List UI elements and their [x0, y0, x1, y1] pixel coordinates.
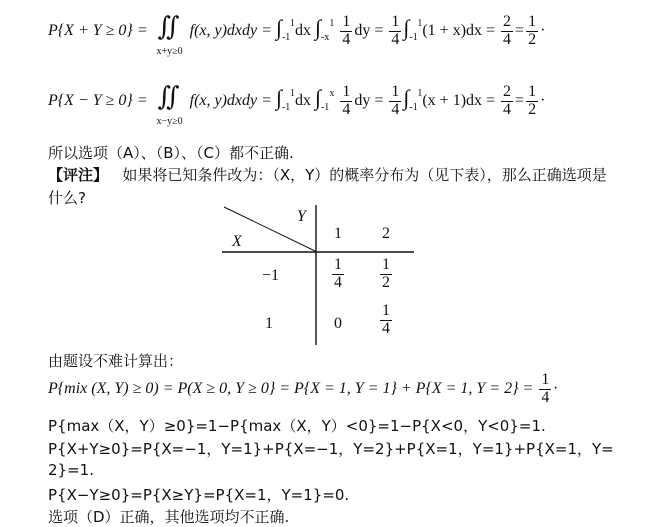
- sum-line-1: P{X+Y≥0}=P{X=−1，Y=1}+P{X=−1，Y=2}+P{X=1，Y=1}+P{X=1，Y=: [48, 440, 614, 458]
- formula-2: P{X − Y ≥ 0} = ∬ x−y≥0 f(x, y)dxdy = $\int_{-1}^1dx$ $\int_{-1}^x$ $\frac{1}{4}$ dy = $\frac{1}{4}$ $\int_{-1}^1(x + 1)dx$ = $\frac{2}{4}$ = $\frac{1}{2}$ ·: [48, 82, 546, 127]
- cell-fraction: $\frac{1}{4}$: [382, 302, 390, 337]
- probability-table: [222, 205, 418, 345]
- formula-3: [48, 372, 557, 407]
- int-upper: 1: [289, 18, 295, 29]
- fraction: $\frac{1}{4}$: [391, 83, 400, 118]
- int-upper: 1: [417, 18, 423, 29]
- formula-1-integrand: f(x, y)dxdy =: [189, 22, 272, 39]
- int-lower: -1: [281, 102, 290, 113]
- dx-label: dx: [294, 22, 311, 39]
- sum-line-2: 2}=1.: [48, 461, 94, 479]
- int-lower: -1: [409, 102, 418, 113]
- conclusion-line: 所以选项（A）、（B）、（C）都不正确.: [48, 144, 294, 162]
- final-line: 选项（D）正确，其他选项均不正确.: [48, 508, 290, 526]
- int-lower: -1: [409, 32, 418, 43]
- note-label: 【评注】: [48, 166, 109, 184]
- integrand-body: (x + 1)dx =: [422, 92, 496, 109]
- int-upper: 1: [329, 18, 335, 29]
- row-label-1: −1: [262, 267, 280, 284]
- table-corner-y: Y: [297, 208, 306, 225]
- integrand-body: (1 + x)dx =: [422, 22, 496, 39]
- col-header-2: 2: [382, 225, 390, 242]
- integral-region: x+y≥0: [156, 46, 183, 57]
- fraction: $\frac{2}{4}$: [503, 83, 512, 118]
- dy-label: dy =: [354, 92, 384, 109]
- derive-line: 由题设不难计算出：: [48, 352, 184, 370]
- note-text: 如果将已知条件改为：（X，Y）的概率分布为（见下表），那么正确选项是: [122, 166, 607, 184]
- int-lower: -x: [320, 32, 330, 43]
- table-corner-x: X: [232, 233, 242, 250]
- formula-1: P{X + Y ≥ 0} = ∬ x+y≥0 f(x, y)dxdy = $\int_{-1}^1dx$ $\int_{-x}^1$ $\frac{1}{4}$ dy = $\frac{1}{4}$ $\int_{-1}^1(1 + x)dx$ = $\frac{2}{4}$ = $\frac{1}{2}$ ·: [48, 12, 546, 57]
- end-dot: ·: [553, 379, 558, 397]
- formula-2-lhs: P{X − Y ≥ 0} =: [48, 92, 148, 109]
- fraction: $\frac{1}{4}$: [342, 83, 351, 118]
- diff-line: P{X−Y≥0}=P{X≥Y}=P{X=1，Y=1}=0.: [48, 486, 350, 504]
- fraction: $\frac{1}{4}$: [541, 371, 550, 406]
- col-header-1: 1: [334, 225, 342, 242]
- equals: =: [515, 22, 525, 39]
- int-upper: 1: [289, 88, 295, 99]
- dy-label: dy =: [354, 22, 384, 39]
- int-upper: 1: [417, 88, 423, 99]
- equals: =: [515, 92, 525, 109]
- integral-region: x−y≥0: [156, 116, 183, 127]
- fraction: $\frac{1}{4}$: [391, 13, 400, 48]
- row-label-2: 1: [265, 315, 273, 332]
- int-lower: -1: [281, 32, 290, 43]
- cell-fraction: $\frac{1}{2}$: [382, 256, 390, 291]
- end-dot: ·: [540, 22, 546, 39]
- formula-3-text: P{mix (X, Y) ≥ 0) = P(X ≥ 0, Y ≥ 0} = P{X = 1, Y = 1} + P{X = 1, Y = 2} =: [48, 379, 534, 397]
- fraction: $\frac{1}{2}$: [528, 83, 537, 118]
- cell-fraction: $\frac{1}{4}$: [334, 256, 342, 291]
- end-dot: ·: [540, 92, 546, 109]
- max-line: P{max（X，Y）≥0}=1−P{max（X，Y）<0}=1−P{X<0，Y<0}=1.: [48, 417, 546, 435]
- dx-label: dx: [294, 92, 311, 109]
- formula-2-integrand: f(x, y)dxdy =: [189, 92, 272, 109]
- formula-1-lhs: P{X + Y ≥ 0} =: [48, 22, 148, 39]
- note-line: [48, 164, 607, 185]
- int-lower: -1: [320, 102, 330, 113]
- cell-value: 0: [334, 315, 342, 332]
- fraction: $\frac{2}{4}$: [503, 13, 512, 48]
- double-integral-symbol: ∬: [157, 12, 180, 41]
- int-upper: x: [329, 88, 335, 99]
- double-integral-symbol: ∬: [157, 82, 180, 111]
- fraction: $\frac{1}{4}$: [342, 13, 351, 48]
- note-line-2: 什么?: [48, 189, 86, 207]
- fraction: $\frac{1}{2}$: [528, 13, 537, 48]
